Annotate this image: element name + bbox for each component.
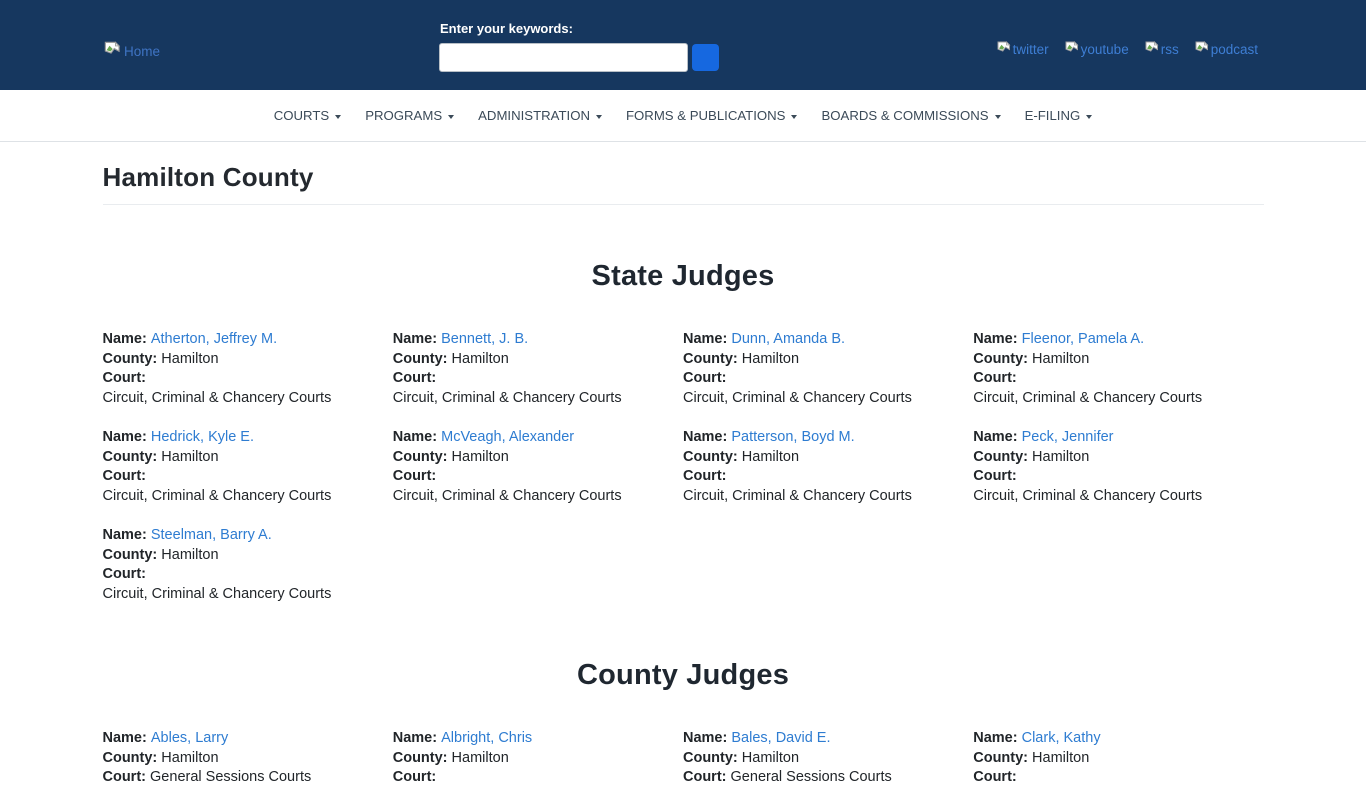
county-label: County:: [102, 350, 162, 367]
judge-card: [393, 330, 683, 408]
home-link-label: Home: [124, 43, 161, 59]
judge-county-line: [393, 350, 683, 370]
county-value: Hamilton: [451, 448, 509, 465]
judges-grid: [103, 330, 1264, 604]
county-value: Hamilton: [451, 350, 509, 367]
caret-down-icon: [335, 115, 341, 119]
search-submit-button[interactable]: [692, 44, 719, 71]
judge-county-line: [103, 546, 393, 566]
social-link-rss[interactable]: [1144, 40, 1179, 59]
court-extra: Circuit, Criminal & Chancery Courts: [102, 585, 332, 602]
nav-item-administration[interactable]: [466, 100, 614, 131]
court-label: Court:: [392, 370, 437, 386]
section-title: State Judges: [591, 260, 775, 292]
name-label: Name:: [392, 429, 442, 445]
judges-grid: [103, 729, 1264, 788]
judge-name-link[interactable]: Fleenor, Pamela A.: [1021, 331, 1145, 347]
county-label: County:: [392, 448, 452, 465]
social-link-youtube[interactable]: [1064, 40, 1129, 59]
name-label: Name:: [102, 331, 151, 347]
judge-county-line: [393, 448, 683, 468]
judge-name-line: [393, 729, 683, 749]
court-label: Court:: [973, 769, 1017, 785]
judge-name-line: [103, 729, 393, 749]
name-label: Name:: [102, 429, 151, 445]
county-value: Hamilton: [741, 448, 800, 465]
judge-name-line: [683, 428, 973, 448]
court-label: Court:: [102, 769, 146, 785]
social-link-label: youtube: [1080, 42, 1129, 57]
home-link[interactable]: [103, 40, 160, 62]
county-label: County:: [102, 546, 162, 563]
county-value: Hamilton: [741, 749, 800, 766]
nav-item-courts[interactable]: [262, 100, 353, 131]
social-link-label: rss: [1160, 42, 1179, 57]
court-value: General Sessions Courts: [150, 769, 312, 785]
judges-sections: [103, 260, 1264, 788]
nav-item-label: E-FILING: [1024, 108, 1081, 123]
nav-item-e-filing[interactable]: [1013, 100, 1105, 131]
county-value: Hamilton: [161, 448, 219, 465]
judge-card: [103, 330, 393, 408]
main-navbar: [0, 90, 1366, 142]
nav-item-label: PROGRAMS: [365, 108, 443, 123]
nav-item-programs[interactable]: [353, 100, 466, 131]
judge-name-link[interactable]: Bennett, J. B.: [441, 331, 529, 347]
county-value: Hamilton: [161, 546, 219, 563]
court-label: Court:: [973, 468, 1017, 484]
social-links: [996, 40, 1258, 59]
judge-name-link[interactable]: Patterson, Boyd M.: [731, 429, 855, 445]
county-value: Hamilton: [1032, 749, 1090, 766]
judge-name-line: [103, 428, 393, 448]
judge-card: [973, 428, 1263, 506]
nav-item-forms-publications[interactable]: [614, 100, 810, 131]
broken-image-icon: [1064, 40, 1080, 59]
county-label: County:: [683, 749, 742, 766]
broken-image-icon: [1144, 40, 1160, 59]
page-title: Hamilton County: [103, 162, 1264, 205]
nav-item-label: ADMINISTRATION: [478, 108, 590, 123]
court-extra: Circuit, Criminal & Chancery Courts: [102, 389, 332, 406]
county-label: County:: [683, 350, 742, 367]
judge-county-line: [103, 448, 393, 468]
judge-card: [973, 330, 1263, 408]
search-input[interactable]: [439, 43, 688, 72]
name-label: Name:: [102, 730, 151, 746]
judge-name-line: [103, 330, 393, 350]
judge-card: [683, 330, 973, 408]
judge-court-line: [683, 768, 973, 788]
name-label: Name:: [392, 730, 442, 746]
court-label: Court:: [683, 468, 727, 484]
judge-county-line: [683, 749, 973, 769]
section-title: County Judges: [576, 659, 790, 691]
judge-name-link[interactable]: Hedrick, Kyle E.: [150, 429, 255, 445]
name-label: Name:: [683, 331, 732, 347]
judge-court-line: [973, 768, 1263, 788]
judge-name-line: [683, 729, 973, 749]
name-label: Name:: [392, 331, 442, 347]
judge-card: [103, 428, 393, 506]
broken-image-icon: [996, 40, 1012, 59]
court-label: Court:: [102, 566, 146, 582]
judge-name-line: [973, 330, 1263, 350]
court-extra: Circuit, Criminal & Chancery Courts: [102, 487, 332, 504]
broken-image-icon: [103, 40, 122, 62]
county-value: Hamilton: [1032, 448, 1090, 465]
search-label: Enter your keywords:: [440, 21, 573, 36]
caret-down-icon: [448, 115, 454, 119]
main-content: [103, 162, 1264, 788]
judge-name-link[interactable]: Clark, Kathy: [1021, 730, 1101, 746]
county-label: County:: [392, 350, 452, 367]
court-extra: Circuit, Criminal & Chancery Courts: [392, 487, 622, 504]
court-extra: Circuit, Criminal & Chancery Courts: [973, 389, 1203, 406]
county-label: County:: [973, 749, 1033, 766]
judge-name-line: [973, 729, 1263, 749]
judge-card: [683, 428, 973, 506]
judge-name-link[interactable]: Atherton, Jeffrey M.: [150, 331, 278, 347]
judge-court-line: [683, 369, 973, 389]
site-header: [0, 0, 1366, 90]
court-extra: Circuit, Criminal & Chancery Courts: [683, 487, 912, 504]
broken-image-icon: [1194, 40, 1210, 59]
name-label: Name:: [973, 331, 1022, 347]
county-label: County:: [102, 749, 162, 766]
court-label: Court:: [683, 370, 727, 386]
county-label: County:: [102, 448, 162, 465]
name-label: Name:: [973, 429, 1022, 445]
judge-court-line: [103, 467, 393, 487]
judge-county-line: [103, 350, 393, 370]
name-label: Name:: [973, 730, 1022, 746]
court-value: General Sessions Courts: [730, 769, 892, 785]
judge-county-line: [393, 749, 683, 769]
nav-item-label: FORMS & PUBLICATIONS: [625, 108, 786, 123]
judge-county-line: [973, 448, 1263, 468]
caret-down-icon: [1086, 115, 1092, 119]
judge-card: [103, 526, 393, 604]
judge-court-line: [393, 369, 683, 389]
judges-section: [103, 659, 1264, 788]
judge-name-link[interactable]: Bales, David E.: [731, 730, 831, 746]
court-extra: Circuit, Criminal & Chancery Courts: [683, 389, 912, 406]
county-value: Hamilton: [161, 350, 219, 367]
caret-down-icon: [791, 115, 797, 119]
judge-name-link[interactable]: Steelman, Barry A.: [150, 527, 272, 543]
judge-name-line: [103, 526, 393, 546]
judge-name-line: [393, 428, 683, 448]
nav-item-label: BOARDS & COMMISSIONS: [821, 108, 989, 123]
county-value: Hamilton: [741, 350, 800, 367]
judge-card: [683, 729, 973, 788]
search-form: [439, 21, 719, 72]
court-extra: Circuit, Criminal & Chancery Courts: [973, 487, 1203, 504]
judge-card: [393, 729, 683, 788]
court-label: Court:: [102, 468, 146, 484]
name-label: Name:: [683, 429, 732, 445]
social-link-twitter[interactable]: [996, 40, 1049, 59]
judge-name-line: [683, 330, 973, 350]
court-label: Court:: [392, 769, 437, 785]
county-value: Hamilton: [161, 749, 219, 766]
court-extra: Circuit, Criminal & Chancery Courts: [392, 389, 622, 406]
judge-name-link[interactable]: Albright, Chris: [441, 730, 533, 746]
social-link-label: podcast: [1210, 42, 1258, 57]
judge-court-line: [103, 768, 393, 788]
judge-name-line: [393, 330, 683, 350]
judge-court-line: [393, 768, 683, 788]
caret-down-icon: [995, 115, 1001, 119]
nav-item-boards-commissions[interactable]: [809, 100, 1012, 131]
court-label: Court:: [683, 769, 727, 785]
judge-card: [103, 729, 393, 788]
county-label: County:: [973, 350, 1033, 367]
caret-down-icon: [596, 115, 602, 119]
judge-name-link[interactable]: Ables, Larry: [150, 730, 229, 746]
judge-court-line: [103, 369, 393, 389]
judge-name-line: [973, 428, 1263, 448]
social-link-label: twitter: [1012, 42, 1049, 57]
judge-court-line: [103, 565, 393, 585]
judge-card: [973, 729, 1263, 788]
name-label: Name:: [683, 730, 732, 746]
judge-court-line: [973, 467, 1263, 487]
judge-name-link[interactable]: McVeagh, Alexander: [441, 429, 575, 445]
judge-court-line: [973, 369, 1263, 389]
judge-county-line: [103, 749, 393, 769]
county-label: County:: [683, 448, 742, 465]
judges-section: [103, 260, 1264, 604]
social-link-podcast[interactable]: [1194, 40, 1258, 59]
court-label: Court:: [102, 370, 146, 386]
court-label: Court:: [973, 370, 1017, 386]
county-value: Hamilton: [1032, 350, 1090, 367]
judge-court-line: [393, 467, 683, 487]
judge-name-link[interactable]: Dunn, Amanda B.: [731, 331, 846, 347]
judge-county-line: [683, 448, 973, 468]
judge-card: [393, 428, 683, 506]
judge-county-line: [973, 350, 1263, 370]
county-label: County:: [973, 448, 1033, 465]
judge-county-line: [973, 749, 1263, 769]
court-label: Court:: [392, 468, 437, 484]
judge-court-line: [683, 467, 973, 487]
county-label: County:: [392, 749, 452, 766]
county-value: Hamilton: [451, 749, 509, 766]
judge-name-link[interactable]: Peck, Jennifer: [1021, 429, 1114, 445]
name-label: Name:: [102, 527, 151, 543]
judge-county-line: [683, 350, 973, 370]
nav-item-label: COURTS: [273, 108, 330, 123]
